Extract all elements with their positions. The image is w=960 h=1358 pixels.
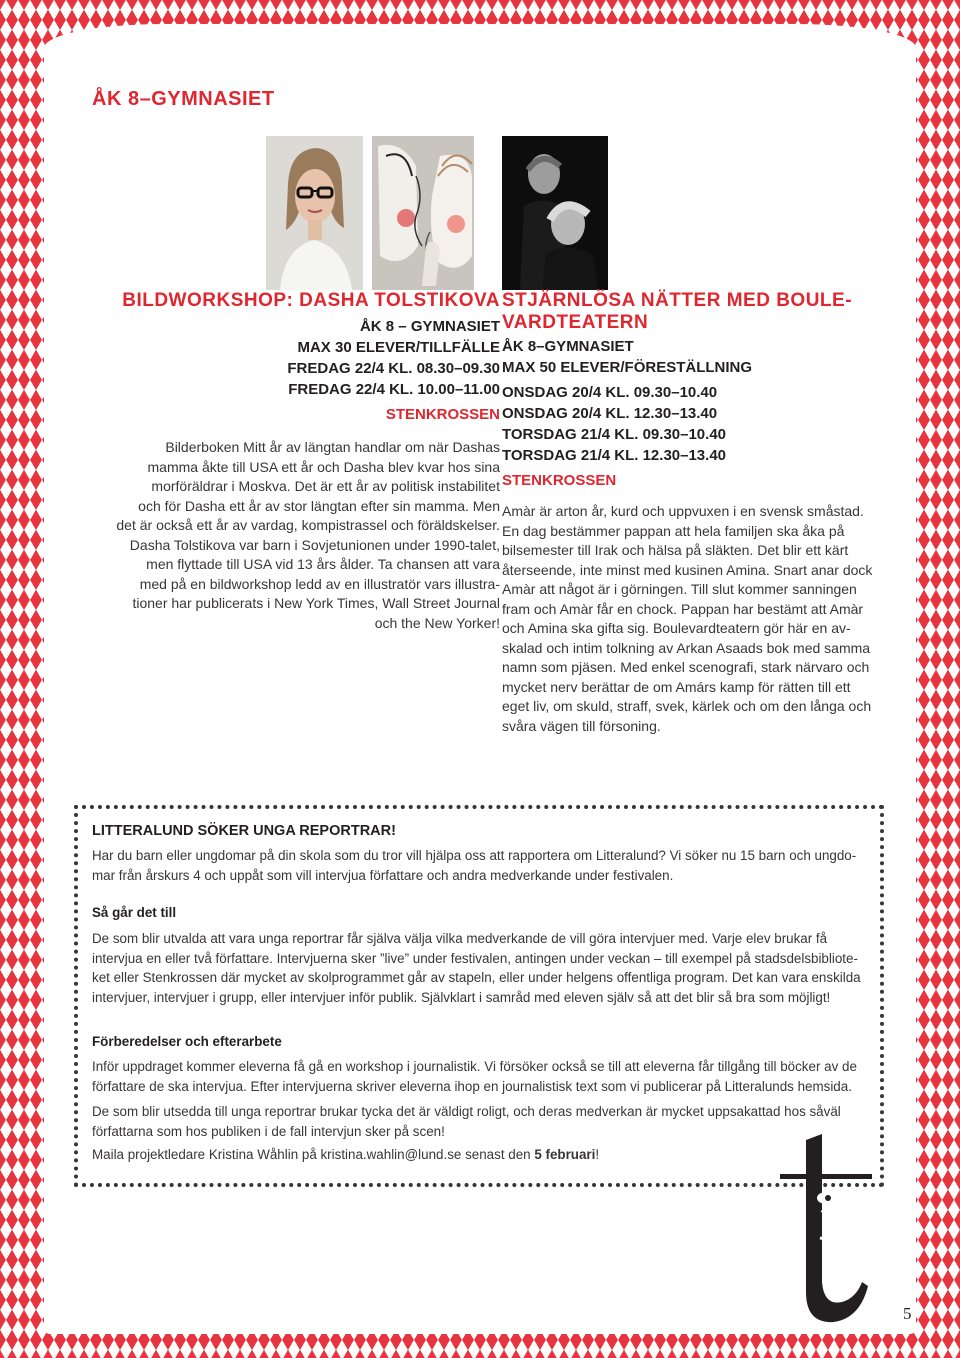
detail-line: MAX 50 ELEVER/FÖRESTÄLLNING <box>502 359 753 376</box>
text-line: och Amina ska gifta sig. Boulevardteatern gör här en av- <box>502 620 851 636</box>
text-line: ket eller Stenkrossen där mycket av skolprogrammet går av stapeln, eller under helgens offentliga program. Det kan vara enskilda <box>92 970 861 986</box>
how-it-works-heading: Så går det till <box>92 905 177 920</box>
stjarnlosa-natter-description <box>502 502 882 736</box>
young-reporters-heading: LITTERALUND SÖKER UNGA REPORTRAR! <box>92 823 396 839</box>
preparation-text <box>92 1057 872 1096</box>
litteralund-t-logo <box>776 1132 876 1332</box>
page-number: 5 <box>903 1304 912 1323</box>
text-line: svåra vägen till försoning. <box>502 717 661 734</box>
bildworkshop-title: BILDWORKSHOP: DASHA TOLSTIKOVA <box>122 290 500 311</box>
text-line: författarna som hos publiken i de fall intervjun sker på scen! <box>92 1123 445 1139</box>
text-line: De som blir utvalda att vara unga reportrar får själva välja vilka medverkande de vill göra intervjuer med. Varje elev brukar få <box>92 931 828 946</box>
text-line: De som blir utsedda till unga reportrar brukar tycka det är väldigt roligt, och deras medverkan är mycket uppsakattad hos såväl <box>92 1104 841 1119</box>
contact-end: ! <box>595 1147 600 1162</box>
page-section-heading: ÅK 8–GYMNASIET <box>92 88 275 110</box>
text-line: mycket nerv berättar de om Amárs kamp för rätten till ett <box>502 678 851 695</box>
detail-line: FREDAG 22/4 KL. 08.30–09.30 <box>287 360 500 377</box>
text-line: intervjua en eller två författare. Intervjuerna sker ”live” under festivalen, antingen under veckan – till exempel på stadsdelsbibliote- <box>92 950 858 966</box>
title-line: STJÄRNLÖSA NÄTTER MED BOULE- <box>502 290 853 311</box>
text-line: intervjuer, intervjuer i grupp, eller intervjuer inför publik. Självklart i samråd med eleven själv så att det blir så bra som möjligt! <box>92 989 831 1005</box>
text-line: med på en bildworkshop ledd av en illustratör vars illustra- <box>139 575 500 592</box>
text-line: Amàr är arton år, kurd och uppvuxen i en svensk småstad. <box>502 503 864 519</box>
stjarnlosa-natter-title <box>502 290 882 334</box>
young-reporters-intro <box>92 846 872 885</box>
detail-line: ONSDAG 20/4 KL. 12.30–13.40 <box>502 405 718 422</box>
text-line: tioner har publicerats i New York Times, Wall Street Journal <box>132 595 500 611</box>
text-line: Har du barn eller ungdomar på din skola som du tror vill hjälpa oss att rapportera om Litteralund? Vi söker nu 15 barn och ungdo- <box>92 848 857 863</box>
dasha-portrait-photo <box>266 136 363 290</box>
text-line: Dasha Tolstikova var barn i Sovjetunionen under 1990-talet, <box>129 536 500 553</box>
text-line: eget liv, om skuld, straff, svek, kärlek och om den långa och <box>502 698 872 714</box>
preparation-heading: Förberedelser och efterarbete <box>92 1034 282 1049</box>
text-line: Amàr att något är i görningen. Till slut kommer sanningen <box>502 581 857 597</box>
detail-line: MAX 30 ELEVER/TILLFÄLLE <box>297 339 500 356</box>
contact-line <box>92 1145 872 1165</box>
feedback-text <box>92 1102 872 1141</box>
detail-line: FREDAG 22/4 KL. 10.00–11.00 <box>288 381 500 398</box>
text-line: Inför uppdraget kommer eleverna få gå en workshop i journalistik. Vi försöker också se till att eleverna får tillgång till böcker av de <box>92 1059 857 1074</box>
how-it-works-text <box>92 929 872 1007</box>
boulevardteatern-actors-photo <box>502 136 608 290</box>
text-line: och för Dasha ett år av stor längtan efter sin mamma. Men <box>138 497 500 514</box>
venue-line: STENKROSSEN <box>385 406 500 423</box>
venue-line: STENKROSSEN <box>502 472 617 489</box>
deadline-date: 5 februari <box>534 1147 596 1162</box>
text-line: det är också ett år av vardag, kompistrassel och föräldskelser. <box>116 517 500 533</box>
bildworkshop-details <box>92 316 500 425</box>
detail-line: ÅK 8–GYMNASIET <box>502 338 634 355</box>
text-line: men flyttade till USA vid 13 års ålder. Ta chansen att vara <box>146 556 500 572</box>
text-line: författare de ska intervjua. Efter intervjuerna skriver eleverna ihop en journalistisk text som vi publicerar på Litteralunds hemsida. <box>92 1078 852 1094</box>
text-line: mar från årskurs 4 och uppåt som vill intervjua författare och andra medverkande under festivalen. <box>92 867 674 883</box>
text-line: fram och Amàr får en chock. Pappan har bestämt att Amàr <box>502 600 864 617</box>
text-line: En dag bestämmer pappan att hela familjen ska åka på <box>502 522 845 539</box>
detail-line: ÅK 8 – GYMNASIET <box>359 318 500 335</box>
text-line: återseende, inte minst med kusinen Amina. Snart anar dock <box>502 561 873 578</box>
text-line: mamma åkte till USA ett år och Dasha blev kvar hos sina <box>147 458 500 475</box>
book-illustration-image <box>372 136 474 290</box>
text-line: skalad och intim tolkning av Arkan Asaads bok med samma <box>502 639 871 656</box>
title-line: VARDTEATERN <box>502 312 649 333</box>
contact-text: Maila projektledare Kristina Wåhlin på kristina.wahlin@lund.se senast den <box>92 1147 535 1162</box>
detail-line: TORSDAG 21/4 KL. 12.30–13.40 <box>502 447 727 464</box>
text-line: bilsemester till Irak och hälsa på släkten. Det blir ett kärt <box>502 542 849 558</box>
text-line: morföräldrar i Moskva. Det är ett år av politisk instabilitet <box>151 478 500 494</box>
text-line: Bilderboken Mitt år av längtan handlar om när Dashas <box>165 439 500 455</box>
detail-line: TORSDAG 21/4 KL. 09.30–10.40 <box>502 426 727 443</box>
text-line: namn som pjäsen. Med enkel scenografi, stark närvaro och <box>502 659 870 675</box>
stjarnlosa-natter-details <box>502 336 882 491</box>
text-line: och the New Yorker! <box>374 614 500 631</box>
bildworkshop-description <box>92 438 500 633</box>
detail-line: ONSDAG 20/4 KL. 09.30–10.40 <box>502 384 718 401</box>
